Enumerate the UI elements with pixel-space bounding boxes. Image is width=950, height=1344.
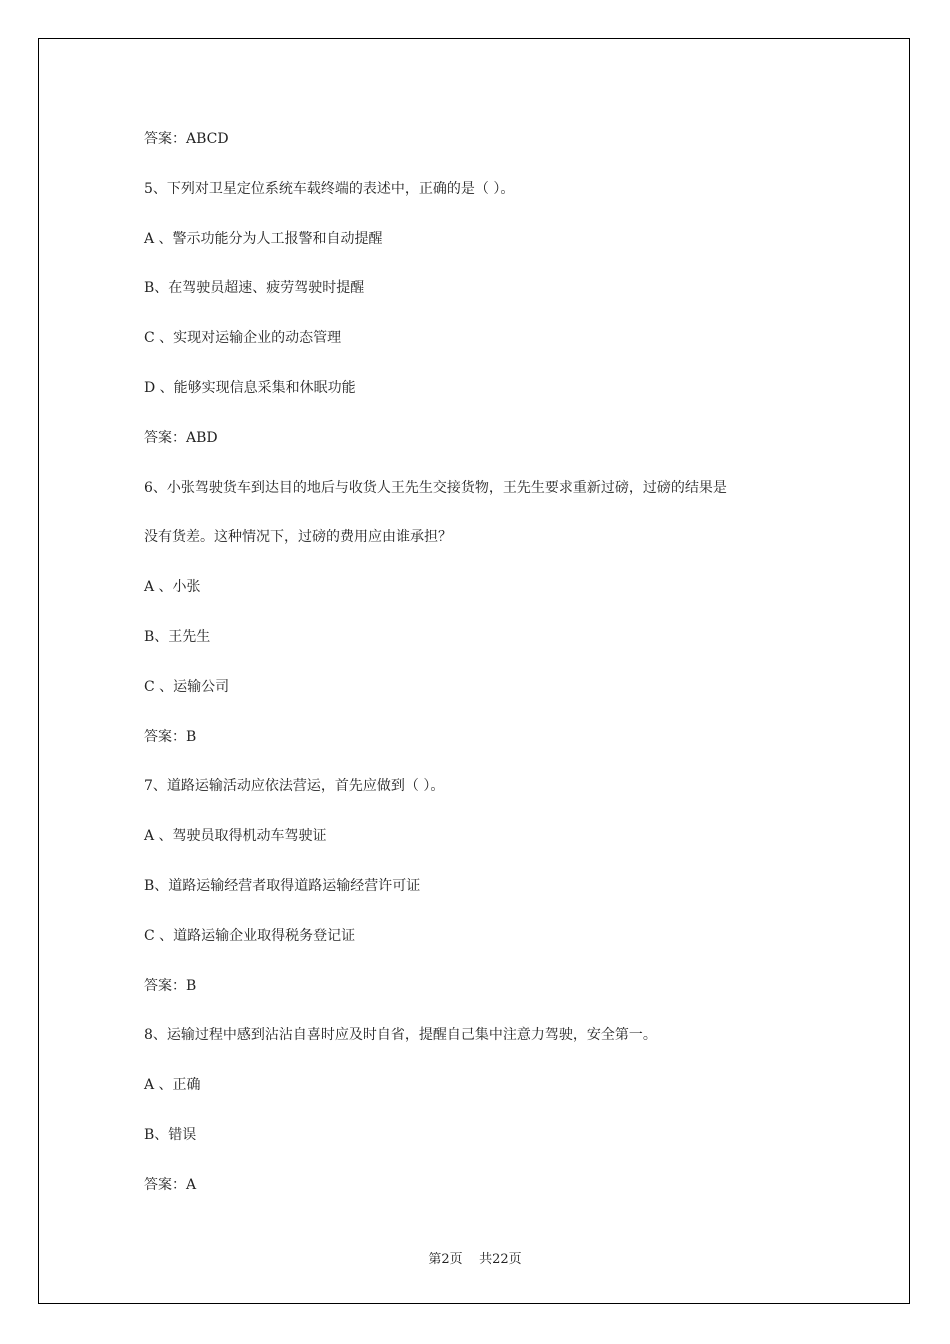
answer-line: 答案：B [144,977,197,994]
option-line: A 、警示功能分为人工报警和自动提醒 [144,230,383,247]
page-number-footer: 第2页 共22页 [428,1252,522,1267]
question-6: 6、小张驾驶货车到达目的地后与收货人王先生交接货物，王先生要求重新过磅，过磅的结果是 [144,479,727,496]
answer-line: 答案：ABCD [144,131,229,147]
option-line: B、错误 [144,1126,197,1143]
answer-line: 答案：ABD [144,429,218,446]
option-line: C 、道路运输企业取得税务登记证 [144,927,356,944]
option-line: C 、实现对运输企业的动态管理 [144,330,342,347]
question-6-continued: 没有货差。这种情况下，过磅的费用应由谁承担？ [144,529,452,546]
question-5: 5、下列对卫星定位系统车载终端的表述中，正确的是（ ）。 [144,180,515,197]
answer-line: 答案：A [144,1176,197,1193]
option-line: A 、正确 [144,1077,201,1094]
question-8: 8、运输过程中感到沾沾自喜时应及时自省，提醒自己集中注意力驾驶，安全第一。 [144,1027,657,1044]
option-line: B、道路运输经营者取得道路运输经营许可证 [144,877,421,894]
option-line: B、在驾驶员超速、疲劳驾驶时提醒 [144,280,365,297]
option-line: C 、运输公司 [144,678,230,695]
option-line: A 、小张 [144,579,201,596]
document-body [144,120,844,1216]
option-line: D 、能够实现信息采集和休眠功能 [144,379,356,396]
option-line: A 、驾驶员取得机动车驾驶证 [144,828,327,845]
option-line: B、王先生 [144,628,211,645]
question-7: 7、道路运输活动应依法营运，首先应做到（ ）。 [144,778,445,795]
answer-line: 答案：B [144,728,197,745]
